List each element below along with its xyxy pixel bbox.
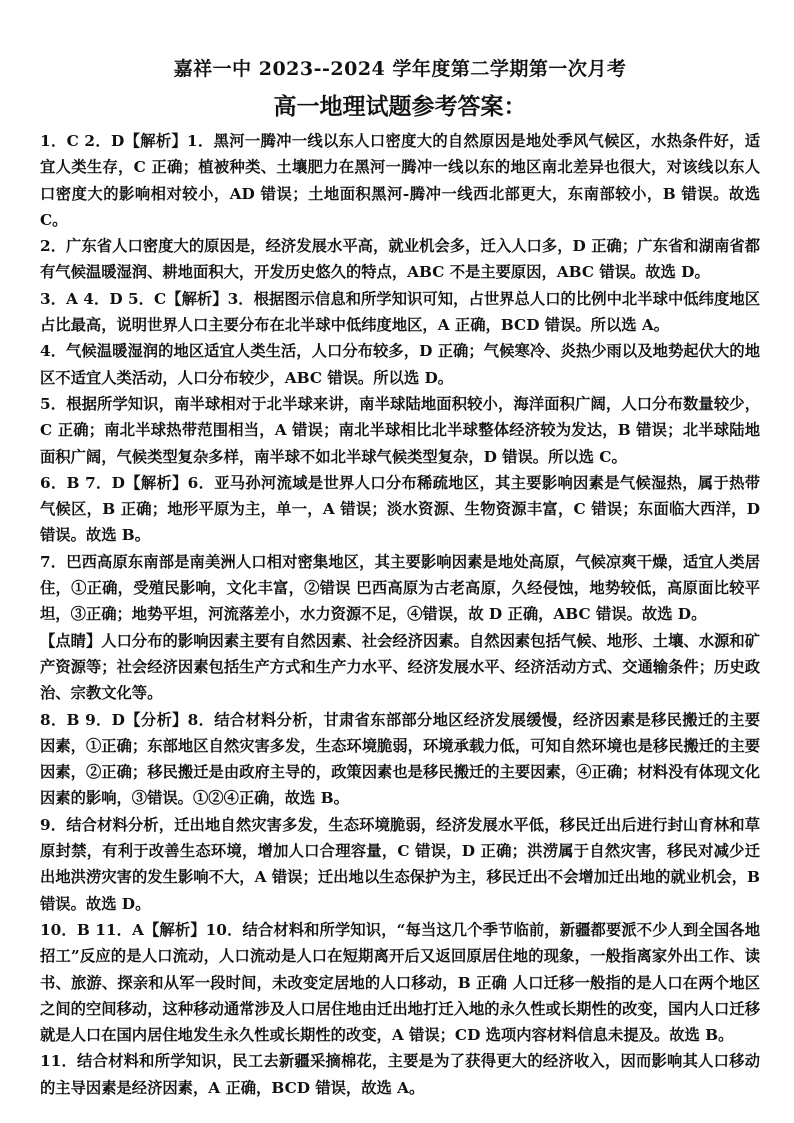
answer-paragraph-3-5: 3．A 4．D 5．C【解析】3．根据图示信息和所学知识可知，占世界总人口的比例中北半球中低纬度地区占比最高，说明世界人口主要分布在北半球中低纬度地区，A 正确，BCD 错误。所以选 A。 xyxy=(40,289,760,335)
answer-key-title: 高一地理试题参考答案： xyxy=(273,93,527,120)
answer-paragraph-1-2: 1．C 2．D【解析】1．黑河一腾冲一线以东人口密度大的自然原因是地处季风气候区，水热条件好，适宜人类生存，C 正确；植被种类、土壤肥力在黑河一腾冲一线以东的地区南北差异也很大，对该线以东人口密度大的影响相对较小，AD 错误；土地面积黑河-腾冲一线西北部更大，东南部较小，B 错误。故选 C。 xyxy=(40,132,760,229)
answer-paragraph-5: 5．根据所学知识，南半球相对于北半球来讲，南半球陆地面积较小，海洋面积广阔，人口分布数量较少，C 正确；南北半球热带范围相当，A 错误；南北半球相比北半球整体经济较为发达，B 错误；北半球陆地面积广阔，气候类型复杂多样，南半球不如北半球气候类型复杂，D 错误。所以选 C。 xyxy=(40,394,760,466)
answer-paragraph-8-9: 8．B 9．D【分析】8．结合材料分析，甘肃省东部部分地区经济发展缓慢，经济因素是移民搬迁的主要因素，①正确；东部地区自然灾害多发，生态环境脆弱，环境承载力低，可知自然环境也是移民搬迁的主要因素，②正确；移民搬迁是由政府主导的，政策因素也是移民搬迁的主要因素，④正确；材料没有体现文化因素的影响，③错误。①②④正确，故选 B。 xyxy=(40,710,760,808)
exam-title: 嘉祥一中 2023--2024 学年度第二学期第一次月考 xyxy=(173,58,627,80)
key-point-note: 【点睛】人口分布的影响因素主要有自然因素、社会经济因素。自然因素包括气候、地形、土壤、水源和矿产资源等；社会经济因素包括生产方式和生产力水平、经济发展水平、经济活动方式、交通输条件；历史政治、宗教文化等。 xyxy=(40,631,760,703)
answer-paragraph-4: 4．气候温暖湿润的地区适宜人类生活，人口分布较多，D 正确；气候寒冷、炎热少雨以及地势起伏大的地区不适宜人类活动，人口分布较少，ABC 错误。所以选 D。 xyxy=(40,342,760,387)
answer-paragraph-2: 2．广东省人口密度大的原因是，经济发展水平高，就业机会多，迁入人口多，D 正确；广东省和湖南省都有气候温暖湿润、耕地面积大，开发历史悠久的特点，ABC 不是主要原因，ABC 错误。故选 D。 xyxy=(40,237,760,282)
answer-paragraph-10-11: 10．B 11．A【解析】10．结合材料和所学知识，“每当这几个季节临前，新疆都要派不少人到全国各地招工”反应的是人口流动，人口流动是人口在短期离开后又返回原居住地的现象，一般指离家外出工作、读书、旅游、探亲和从军一段时间，未改变定居地的人口移动，B 正确 人口迁移一般指的是人口在两个地区之间的空间移动，这种移动通常涉及人口居住地由迁出地打迁入地的永久性或长期性的改变，国内人口迁移就是人口在国内居住地发生永久性或长期性的改变，A 错误；CD 选项内容材料信息未提及。故选 B。 xyxy=(40,920,760,1045)
answer-paragraph-9: 9．结合材料分析，迁出地自然灾害多发，生态环境脆弱，经济发展水平低，移民迁出后进行封山育林和草原封禁，有利于改善生态环境，增加人口合理容量，C 错误，D 正确；洪涝属于自然灾害，移民对减少迁出地洪涝灾害的发生影响不大，A 错误；迁出地以生态保护为主，移民迁出不会增加迁出地的就业机会，B 错误。故选 D。 xyxy=(40,815,760,913)
answer-paragraph-7: 7．巴西高原东南部是南美洲人口相对密集地区，其主要影响因素是地处高原，气候凉爽干燥，适宜人类居住，①正确，受殖民影响，文化丰富，②错误 巴西高原为古老高原，久经侵蚀，地势较低，高原面比较平坦，③正确；地势平坦，河流落差小，水力资源不足，④错误，故 D 正确，ABC 错误。故选 D。 xyxy=(40,552,760,624)
answer-paragraph-11: 11．结合材料和所学知识，民工去新疆采摘棉花，主要是为了获得更大的经济收入，因而影响其人口移动的主导因素是经济因素，A 正确，BCD 错误，故选 A。 xyxy=(40,1052,760,1097)
answer-paragraph-6-7: 6．B 7．D【解析】6．亚马孙河流域是世界人口分布稀疏地区，其主要影响因素是气候湿热，属于热带气候区，B 正确；地形平原为主，单一，A 错误；淡水资源、生物资源丰富，C 错误；东面临大西洋，D 错误。故选 B。 xyxy=(40,473,760,545)
